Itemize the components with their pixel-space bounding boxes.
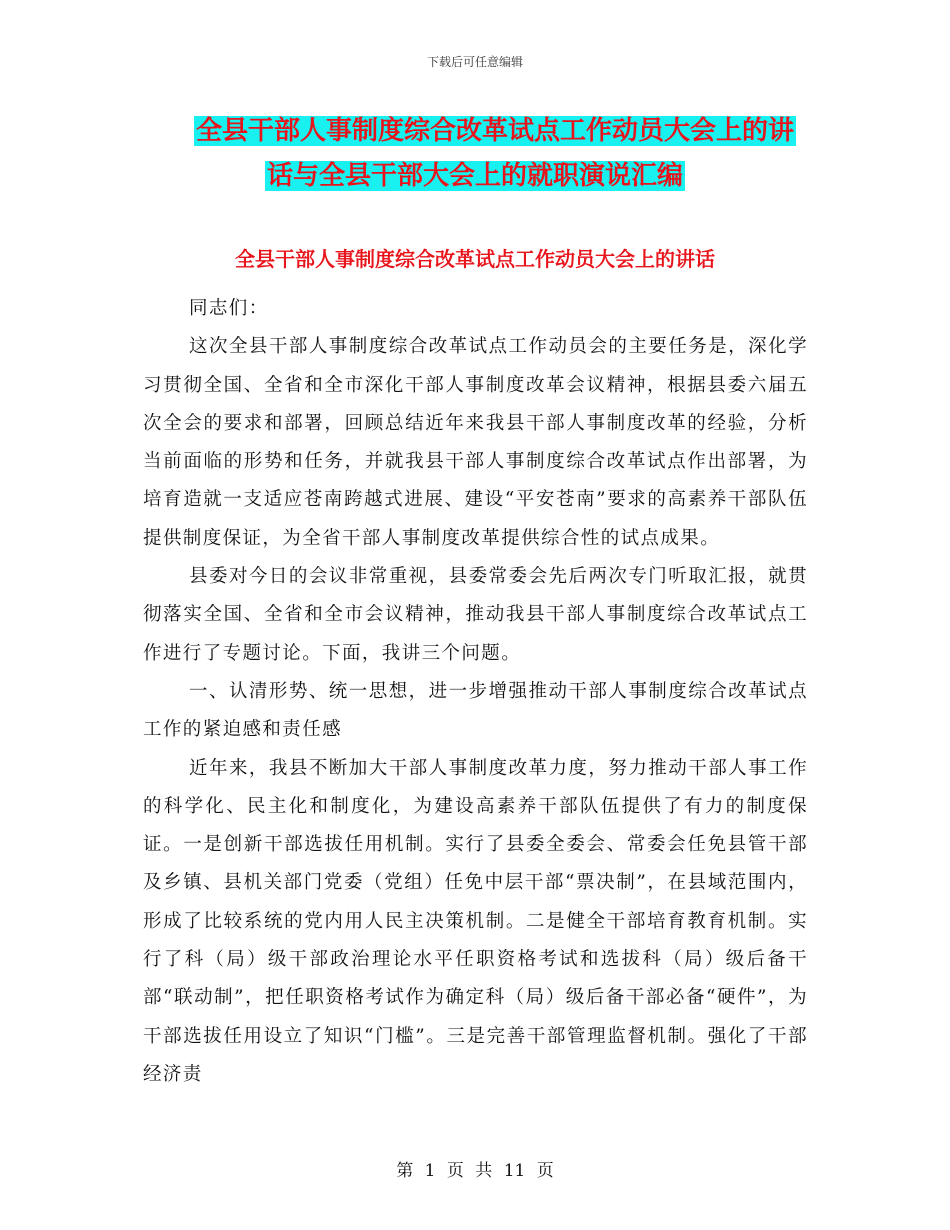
paragraph-salutation: 同志们： xyxy=(189,298,269,319)
document-title-text-1: 全县干部人事制度综合改革试点工作动员大会上的讲 xyxy=(196,116,795,146)
document-body xyxy=(143,290,808,1094)
page-footer: 第 1 页 共 11 页 xyxy=(396,1161,554,1181)
document-title-line-1 xyxy=(194,111,814,151)
document-title-text-2: 话与全县干部大会上的就职演说汇编 xyxy=(267,161,684,191)
document-title-line-2 xyxy=(265,156,885,196)
paragraph-heading: 一、认清形势、统一思想，进一步增强推动干部人事制度综合改革试点工作的紧迫感和责任感 xyxy=(143,680,808,741)
paragraph: 这次全县干部人事制度综合改革试点工作动员会的主要任务是，深化学习贯彻全国、全省和全市深化干部人事制度改革会议精神，根据县委六届五次全会的要求和部署，回顾总结近年来我县干部人事制度改革的经验，分析当前面临的形势和任务，并就我县干部人事制度综合改革试点作出部署，为培育造就一支适应苍南跨越式进展、建设“平安苍南”要求的高素养干部队伍提供制度保证，为全省干部人事制度改革提供综合性的试点成果。 xyxy=(143,336,808,549)
paragraph: 县委对今日的会议非常重视，县委常委会先后两次专门听取汇报，就贯彻落实全国、全省和全市会议精神，推动我县干部人事制度综合改革试点工作进行了专题讨论。下面，我讲三个问题。 xyxy=(143,566,808,664)
paragraph: 近年来，我县不断加大干部人事制度改革力度，努力推动干部人事工作的科学化、民主化和制度化，为建设高素养干部队伍提供了有力的制度保证。一是创新干部选拔任用机制。实行了县委全委会、常委会任免县管干部及乡镇、县机关部门党委（党组）任免中层干部“票决制”，在县域范围内，形成了比较系统的党内用人民主决策机制。二是健全干部培育教育机制。实行了科（局）级干部政治理论水平任职资格考试和选拔科（局）级后备干部“联动制”，把任职资格考试作为确定科（局）级后备干部必备“硬件”，为干部选拔任用设立了知识“门槛”。三是完善干部管理监督机制。强化了干部经济责 xyxy=(143,757,808,1085)
section-title: 全县干部人事制度综合改革试点工作动员大会上的讲话 xyxy=(235,247,715,271)
header-note: 下载后可任意编辑 xyxy=(426,55,523,69)
